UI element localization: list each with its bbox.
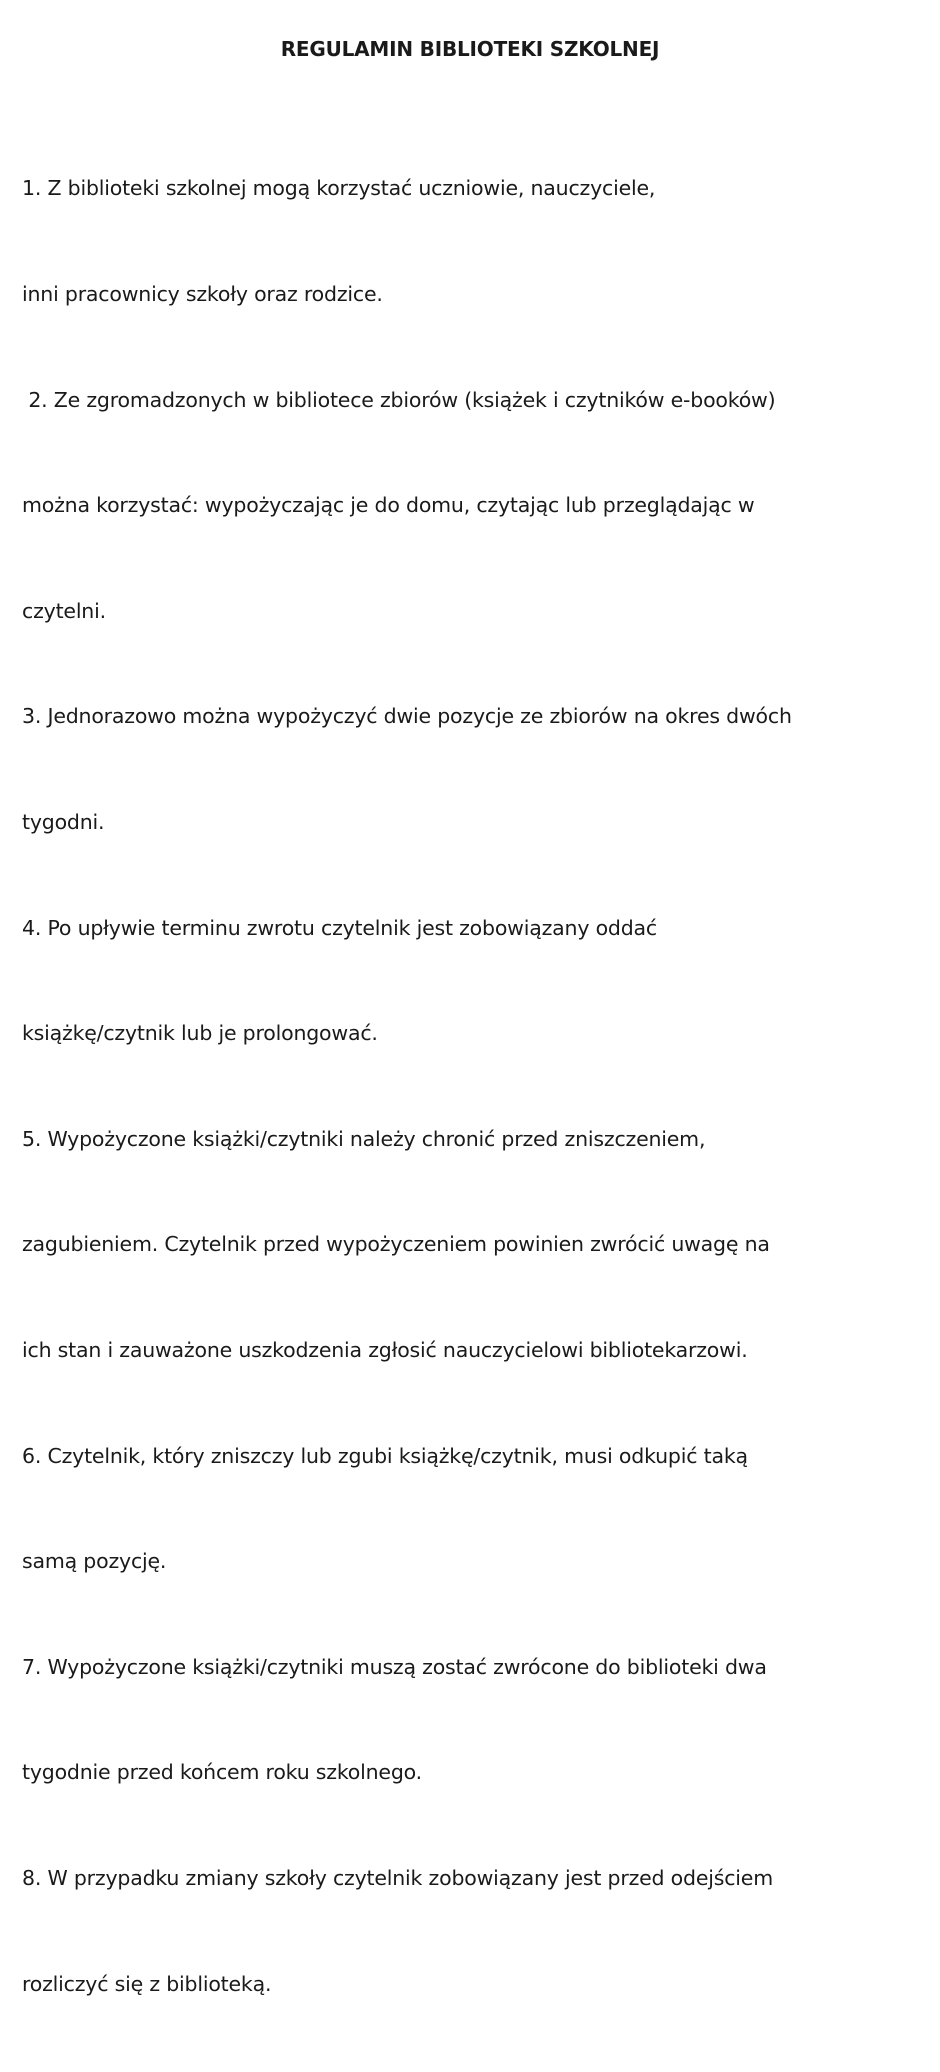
rule-1-line-2: inni pracownicy szkoły oraz rodzice. <box>22 282 383 306</box>
rule-2-line-1: 2. Ze zgromadzonych w bibliotece zbiorów (książek i czytników e-booków) <box>22 387 776 412</box>
rule-3-line-2: tygodni. <box>22 809 105 834</box>
rule-4-line-1: 4. Po upływie terminu zwrotu czytelnik jest zobowiązany oddać <box>22 915 657 940</box>
rule-8-line-2: rozliczyć się z biblioteką. <box>22 1971 272 1996</box>
rule-2-line-3: czytelni. <box>22 598 106 623</box>
rule-3-line-1: 3. Jednorazowo można wypożyczyć dwie pozycje ze zbiorów na okres dwóch <box>22 704 792 729</box>
rule-6-line-1: 6. Czytelnik, który zniszczy lub zgubi książkę/czytnik, musi odkupić taką <box>22 1443 748 1468</box>
rule-7-line-1: 7. Wypożyczone książki/czytniki muszą zostać zwrócone do biblioteki dwa <box>22 1654 767 1679</box>
rule-2-line-2: można korzystać: wypożyczając je do domu, czytając lub przeglądając w <box>22 493 755 518</box>
rule-4-line-2: książkę/czytnik lub je prolongować. <box>22 1021 378 1046</box>
rule-1-line-1: 1. Z biblioteki szkolnej mogą korzystać uczniowie, nauczyciele, <box>22 176 656 201</box>
rule-8-line-1: 8. W przypadku zmiany szkoły czytelnik zobowiązany jest przed odejściem <box>22 1865 773 1890</box>
rule-6-line-2: samą pozycję. <box>22 1549 167 1574</box>
regulations-body <box>22 101 932 2072</box>
rule-7-line-2: tygodnie przed końcem roku szkolnego. <box>22 1760 422 1785</box>
rule-5-line-3: ich stan i zauważone uszkodzenia zgłosić nauczycielowi bibliotekarzowi. <box>22 1337 748 1362</box>
rule-5-line-1: 5. Wypożyczone książki/czytniki należy chronić przed zniszczeniem, <box>22 1126 706 1151</box>
document-title: REGULAMIN BIBLIOTEKI SZKOLNEJ <box>280 37 660 61</box>
rule-5-line-2: zagubieniem. Czytelnik przed wypożyczeniem powinien zwrócić uwagę na <box>22 1232 770 1257</box>
